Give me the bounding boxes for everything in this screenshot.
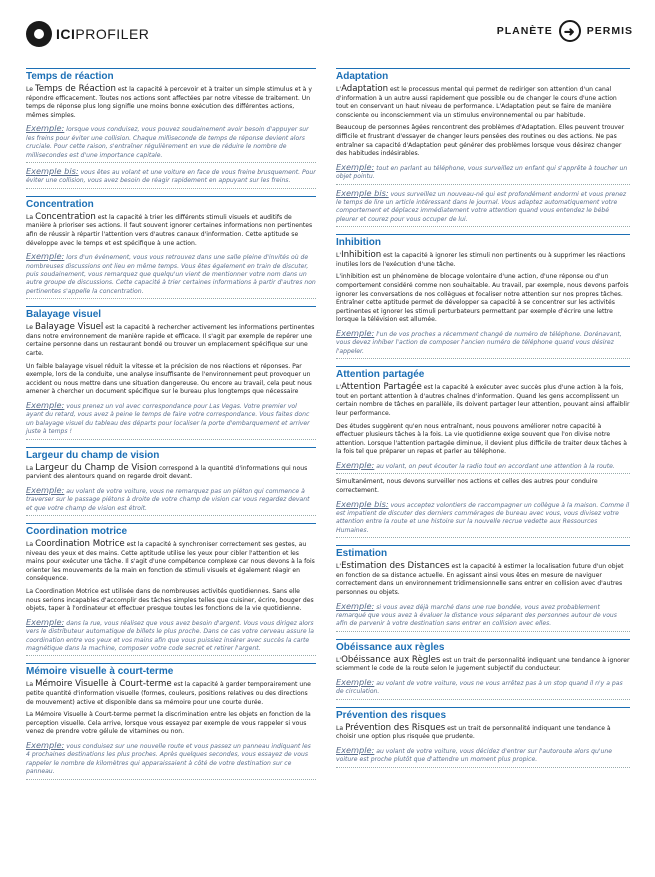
example-label: Exemple: xyxy=(336,161,375,172)
section-prevention-des-risques xyxy=(336,707,630,768)
paragraph-text: Simultanément, nous devons surveiller nos actions et celles des autres pour conduire correctement. xyxy=(336,478,598,494)
iciprofiler-logo-text: ICIPROFILER xyxy=(56,26,150,42)
term-name: Attention Partagée xyxy=(341,382,422,393)
section-paragraph xyxy=(26,540,316,584)
section-title: Prévention des risques xyxy=(336,707,630,721)
example-label: Exemple: xyxy=(336,327,375,338)
paragraph-text: L'inhibition est un phénomène de blocage volontaire d'une action, d'une réponse ou d'un comportement considéré comme non souhaitable. Au travail, par exemple, nous devons parfois ignorer les conversations de nos collègues et focaliser notre attention sur nos propres tâches. Entraîner cette aptitude permet de développer sa capacité à se concentrer sur les activités pertinentes et ignorer les stimuli perturbateurs permettant par exemple d'écrire une lettre lorsque la télévision est allumée. xyxy=(336,273,629,324)
term-name: Obéissance aux Règles xyxy=(341,654,441,665)
paragraph-prefix: La xyxy=(336,724,346,732)
example-text: au volant de votre voiture, vous décidez d'entrer sur l'autoroute alors qu'une voiture est proche plutôt que d'attendre un moment plus propice. xyxy=(336,747,612,764)
section-paragraph xyxy=(336,273,630,325)
paragraph-prefix: L' xyxy=(336,384,342,392)
example-text: dans la rue, vous réalisez que vous avez besoin d'argent. Vous vous dirigez alors vers le distributeur automatique de billets le plus proche. Dans ce cas votre cerveau assure la coordination entre vos yeux et vos mains afin que vous puissiez insérer avec succès la carte magnétique dans la machine, composer votre code secret et retirer l'argent. xyxy=(26,619,314,652)
example-label: Exemple: xyxy=(26,123,65,134)
example-block xyxy=(26,618,316,657)
paragraph-text: est la capacité à synchroniser correctement ses gestes, au niveau des yeux et des mains. Cette aptitude utilise les yeux pour cibler l'attention et les mains pour exécuter une tâche. Il s'agit d'une compétence complexe car nous devons à la fois orienter les mouvements de la main en fonction de stimuli visuels et également réagir en conséquence. xyxy=(26,541,315,583)
example-label: Exemple: xyxy=(26,251,65,262)
example-label: Exemple: xyxy=(26,484,65,495)
paragraph-prefix: L' xyxy=(336,563,342,571)
section-title: Temps de réaction xyxy=(26,68,316,82)
example-label: Exemple: xyxy=(336,600,375,611)
section-adaptation xyxy=(336,68,630,227)
section-paragraph xyxy=(336,724,630,742)
paragraph-text: est un trait de personnalité indiquant une tendance à ignorer sciemment le code de la route selon le jugement subjectif du conducteur. xyxy=(336,656,630,673)
term-name: Prévention des Risques xyxy=(345,722,446,733)
paragraph-text: La Coordination Motrice est utilisée dans de nombreuses activités quotidiennes. Sans elle nous serions incapables d'accomplir des tâches simples telles que cuisiner, écrire, bouger des objets, taper à l'ordinateur et effectuer presque toutes les fonctions de la vie quotidienne. xyxy=(26,587,314,613)
example-label: Exemple bis: xyxy=(336,187,389,198)
section-title: Attention partagée xyxy=(336,366,630,380)
term-name: Estimation des Distances xyxy=(341,561,450,572)
term-name: Largeur du Champ de Vision xyxy=(35,462,157,473)
paragraph-text: est la capacité à trier les différents stimuli visuels et auditifs de manière à prioriser ses actions. Il faut souvent ignorer certaines informations non pertinentes afin de réussir à répartir l'attention vers d'autres canaux d'information. Cette aptitude se développe avec le temps et est spécifique à une action. xyxy=(26,213,313,247)
example-text: vous surveillez un nouveau-né qui est profondément endormi et vous prenez le temps de lire un article intéressant dans le journal. Vous adaptez automatiquement votre comportement et déplacez immédiatement votre attention quand vous entendez le bébé pleurer et courez pour vous occuper de lui. xyxy=(336,190,627,223)
left-column xyxy=(26,68,316,787)
section-paragraph xyxy=(336,383,630,418)
example-block xyxy=(336,461,630,474)
example-block xyxy=(336,500,630,539)
example-block xyxy=(26,401,316,440)
example-label: Exemple bis: xyxy=(26,166,79,176)
section-paragraph xyxy=(336,562,630,597)
paragraph-prefix: L' xyxy=(336,656,342,664)
term-name: Inhibition xyxy=(341,250,382,261)
example-label: Exemple: xyxy=(26,399,65,410)
paragraph-prefix: Le xyxy=(26,324,35,332)
example-block xyxy=(26,167,316,189)
section-largeur-du-champ-de-vision xyxy=(26,447,316,516)
paragraph-prefix: Le xyxy=(26,86,35,93)
section-title: Mémoire visuelle à court-terme xyxy=(26,663,316,677)
example-block xyxy=(336,163,630,185)
section-attention-partagee xyxy=(336,366,630,538)
example-label: Exemple bis: xyxy=(336,498,389,509)
paragraph-text: est la capacité à exécuter avec succès plus d'une action à la fois, tout en portant attention à d'autres chaînes d'information. Quand les gens accomplissent un certain nombre de tâches en parallèle, ils doivent partager leur attention, pouvant ainsi affaiblir leur performance. xyxy=(336,384,630,417)
example-block xyxy=(336,189,630,228)
example-block xyxy=(26,486,316,516)
example-label: Exemple: xyxy=(26,739,65,750)
example-text: vous conduisez sur une nouvelle route et vous passez un panneau indiquant les 4 prochaines destinations les plus proches. Après quelques secondes, vous essayez de vous rappeler le nombre de kilomètres qui apparaissaient à côté de votre destination sur ce panneau. xyxy=(26,742,311,776)
example-label: Exemple: xyxy=(336,459,375,470)
paragraph-text: est la capacité à garder temporairement une petite quantité d'information visuelle (formes, couleurs, positions relatives ou des directions de mouvement) active et disponible dans sa mémoire pour une courte durée. xyxy=(26,681,311,706)
example-text: au volant de votre voiture, vous ne remarquez pas un piéton qui commence à traverser sur le passage piétons à droite de votre champ de vision car vous regardez devant et que votre champ de vision est étroit. xyxy=(26,487,310,512)
example-text: tout en parlant au téléphone, vous surveillez un enfant qui s'apprête à toucher un objet pointu. xyxy=(336,164,628,181)
paragraph-text: Un faible balayage visuel réduit la vitesse et la précision de nos réactions et réponses. Par exemple, lors de la conduite, une analyse insuffisante de l'environnement peut provoquer un accident ou nous mettre dans une situation dangereuse. Ou encore au travail, cela peut nous amener à chercher un document spécifique sur le bureau plus longtemps que nécessaire xyxy=(26,362,312,396)
paragraph-text: est le processus mental qui permet de rediriger son attention d'un canal d'information à un autre aussi rapidement que possible ou de changer le cours d'une action tout en conservant un haut niveau de performance. L'Adaptation peut se faire de manière consciente ou inconsciemment via un stimulus environnemental ou par habitude. xyxy=(336,86,617,119)
paragraph-prefix: L' xyxy=(336,86,342,93)
section-paragraph xyxy=(336,124,630,158)
section-estimation xyxy=(336,545,630,632)
section-title: Largeur du champ de vision xyxy=(26,447,316,461)
paragraph-text: Beaucoup de personnes âgées rencontrent des problèmes d'Adaptation. Elles peuvent trouver difficile et frustrant d'essayer de changer leurs pensées des routines ou des actions. Ne pas entraîner sa capacité d'Adaptation peut générer des problèmes lorsque vous désirez changer des habitudes indésirables. xyxy=(336,124,625,158)
section-title: Adaptation xyxy=(336,68,630,82)
paragraph-text: est un trait de personnalité indiquant une tendance à choisir une option plus risquée que prudente. xyxy=(336,724,611,741)
section-paragraph xyxy=(26,464,316,482)
planete-permis-word-b: PERMIS xyxy=(586,25,633,37)
example-text: vous êtes au volant et une voiture en face de vous freine brusquement. Pour éviter une collision, vous avez besoin de réagir rapidement en appuyant sur les freins. xyxy=(26,169,316,185)
section-paragraph xyxy=(26,711,316,737)
section-paragraph xyxy=(336,656,630,674)
example-text: l'un de vos proches a récemment changé de numéro de téléphone. Dorénavant, vous devez inhiber l'action de composer l'ancien numéro de téléphone quand vous désirez l'appeler. xyxy=(336,330,622,355)
paragraph-prefix: La xyxy=(26,213,36,221)
section-paragraph xyxy=(336,85,630,120)
paragraph-text: est la capacité à estimer la localisation future d'un objet en fonction de sa distance actuelle. En agissant ainsi vous êtes en mesure de naviguer correctement dans un environnement tridimensionnelle sans entrer en collision avec d'autres personnes ou objets. xyxy=(336,563,624,596)
example-block xyxy=(26,741,316,780)
paragraph-text: correspond à la quantité d'informations qui nous parvient des alentours quand on regarde droit devant. xyxy=(26,464,308,481)
section-temps-de-reaction xyxy=(26,68,316,189)
example-label: Exemple: xyxy=(336,744,375,755)
section-title: Inhibition xyxy=(336,234,630,248)
term-name: Temps de Réaction xyxy=(34,84,116,94)
paragraph-text: est la capacité à percevoir et à traiter un simple stimulus et à y répondre efficacement. Toutes nos actions sont affectées par notre vitesse de traitement. Un temps de réponse plus long signifie une moins bonne exécution des différentes actions, mêmes simples. xyxy=(26,86,312,119)
example-label: Exemple: xyxy=(26,616,65,627)
section-paragraph xyxy=(336,423,630,457)
section-title: Concentration xyxy=(26,196,316,210)
section-paragraph xyxy=(26,588,316,614)
section-inhibition xyxy=(336,234,630,359)
example-text: si vous avez déjà marché dans une rue bondée, vous avez probablement remarqué que vous avez à évaluer la distance vous séparant des personnes autour de vous afin de parvenir à votre destination sans entrer en collision avec elles. xyxy=(336,603,617,628)
term-name: Concentration xyxy=(35,211,96,222)
section-paragraph xyxy=(26,85,316,120)
example-block xyxy=(336,678,630,700)
paragraph-text: La Mémoire Visuelle à Court-terme permet la discrimination entre les objets en fonction de la perception visuelle. Cela arrive, lorsque vous essayez par exemple de vous rappeler si vous venez de prendre votre gélule de vitamines ou non. xyxy=(26,711,311,736)
right-column xyxy=(336,68,630,775)
section-coordination-motrice xyxy=(26,523,316,656)
paragraph-prefix: L' xyxy=(336,252,342,260)
section-obeissance-aux-regles xyxy=(336,639,630,700)
page-header xyxy=(0,0,655,62)
iciprofiler-logo-icon xyxy=(26,21,52,47)
term-name: Mémoire Visuelle à Court-terme xyxy=(35,679,172,690)
paragraph-prefix: La xyxy=(26,541,36,548)
example-block xyxy=(336,602,630,632)
paragraph-prefix: La xyxy=(26,681,36,689)
example-text: vous acceptez volontiers de raccompagner un collègue à la maison. Comme il est impatient de discuter des derniers commérages de bureau avec vous, vous divisez votre attention entre la route et une histoire sur la nouvelle recrue vedette aux Ressources Humaines. xyxy=(336,501,630,534)
section-title: Obéissance aux règles xyxy=(336,639,630,653)
section-paragraph xyxy=(26,680,316,707)
planete-permis-word-a: PLANÈTE xyxy=(496,25,553,37)
paragraph-text: est la capacité à ignorer les stimuli non pertinents ou à supprimer les réactions inutiles lors de l'exécution d'une tâche. xyxy=(336,252,626,268)
section-paragraph xyxy=(336,251,630,269)
planete-permis-logo xyxy=(497,20,633,42)
paragraph-text: est la capacité à rechercher activement les informations pertinentes dans notre environnement de manière rapide et efficace. Il s'agit par exemple de repérer une certaine personne dans un restaurant bondé ou trouver un emplacement spécifique sur une carte. xyxy=(26,324,315,357)
section-concentration xyxy=(26,196,316,299)
section-paragraph xyxy=(26,363,316,397)
section-title: Balayage visuel xyxy=(26,306,316,320)
term-name: Coordination Motrice xyxy=(35,539,125,549)
example-text: lorsque vous conduisez, vous pouvez soudainement avoir besoin d'appuyer sur les freins pour éviter une collision. Chaque milliseconde de temps de réponse devient alors cruciale. Pour cette raison, s'entraîner régulièrement en vue de réduire le nombre de millisecondes est d'une importance capitale. xyxy=(26,126,309,159)
example-block xyxy=(336,329,630,359)
arrow-right-icon: ➜ xyxy=(559,20,581,42)
term-name: Balayage Visuel xyxy=(34,322,104,333)
example-block xyxy=(26,252,316,299)
section-paragraph xyxy=(26,323,316,358)
example-block xyxy=(26,124,316,163)
example-text: vous prenez un vol avec correspondance pour Las Vegas. Votre premier vol ayant du retard, vous avez à peine le temps de faire votre correspondance. Vous faites donc un balayage visuel du tableau des départs pour localiser la porte d'embarquement et arriver juste à temps ! xyxy=(26,402,310,436)
term-name: Adaptation xyxy=(341,84,389,94)
iciprofiler-logo xyxy=(26,20,149,48)
section-balayage-visuel xyxy=(26,306,316,439)
section-paragraph xyxy=(336,478,630,495)
section-title: Coordination motrice xyxy=(26,523,316,537)
example-text: lors d'un événement, vous vous retrouvez dans une salle pleine d'invités où de nombreuses discussions ont lieu en même temps. Vous êtes également en train de discuter, puis soudainement, vous remarquez que quelqu'un vient de mentionner votre nom dans un autre groupe de discussions. Cette capacité à trier certaines informations à partir d'autres non pertinentes s'appelle la concentration. xyxy=(26,254,316,295)
example-text: au volant, on peut écouter la radio tout en accordant une attention à la route. xyxy=(374,462,615,470)
section-paragraph xyxy=(26,213,316,248)
example-block xyxy=(336,746,630,768)
example-label: Exemple: xyxy=(336,676,375,687)
paragraph-text: Des études suggèrent qu'en nous entraînant, nous pouvons améliorer notre capacité à effectuer plusieurs tâches à la fois. La vie quotidienne exige souvent que l'on divise notre attention. Lorsque l'attention partagée diminue, il devient plus difficile de traiter deux tâches à la fois tel que préparer un repas et parler au téléphone. xyxy=(336,422,627,456)
paragraph-prefix: La xyxy=(26,464,36,472)
example-text: au volant de votre voiture, vous ne vous arrêtez pas à un stop quand il n'y a pas de circulation. xyxy=(336,679,623,696)
section-title: Estimation xyxy=(336,545,630,559)
section-memoire-visuelle-a-court-terme xyxy=(26,663,316,779)
